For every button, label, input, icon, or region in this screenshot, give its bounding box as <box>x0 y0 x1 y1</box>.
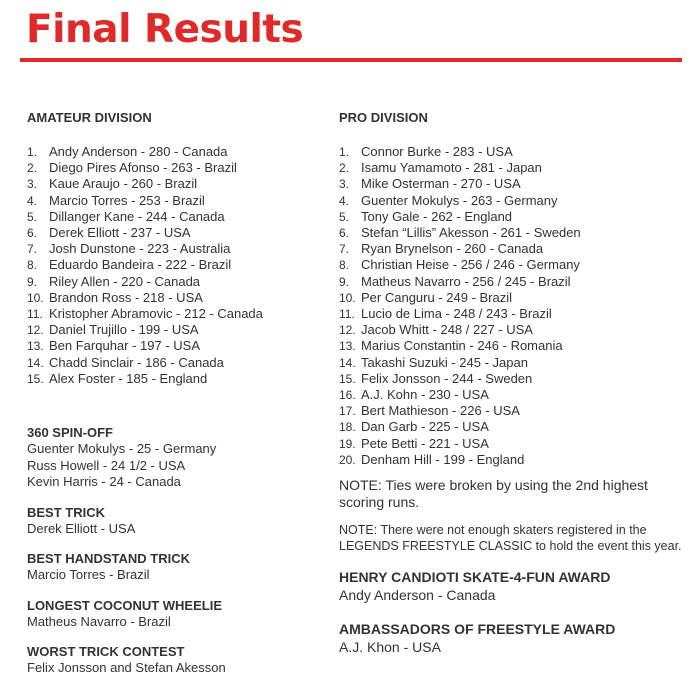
rank-number: 14. <box>339 355 356 370</box>
rank-number: 1. <box>339 145 350 159</box>
list-item <box>27 176 327 192</box>
rank-number: 15. <box>27 371 44 386</box>
list-item <box>339 436 684 452</box>
spinoff-heading: 360 SPIN-OFF <box>27 425 113 441</box>
result-text: Connor Burke - 283 - USA <box>361 144 513 159</box>
ambassadors-award-heading: AMBASSADORS OF FREESTYLE AWARD <box>339 621 616 638</box>
tie-break-note: NOTE: Ties were broken by using the 2nd highest scoring runs. <box>339 477 648 511</box>
rank-number: 15. <box>339 371 356 386</box>
worst-trick-section <box>27 644 327 677</box>
result-text: Felix Jonsson - 244 - Sweden <box>361 370 533 386</box>
result-text: Chadd Sinclair - 186 - Canada <box>49 354 224 370</box>
rank-number: 5. <box>27 209 38 224</box>
list-item <box>339 193 684 209</box>
left-column <box>27 110 327 677</box>
rank-number: 2. <box>27 161 38 176</box>
rank-number: 12. <box>339 323 356 338</box>
result-text: Kaue Araujo - 260 - Brazil <box>49 176 198 192</box>
rank-number: 13. <box>339 339 356 354</box>
result-text: Marius Constantin - 246 - Romania <box>361 338 563 354</box>
list-item <box>27 225 327 241</box>
list-item <box>339 144 684 160</box>
title-divider <box>20 58 682 62</box>
legends-note: NOTE: There were not enough skaters registered in the LEGENDS FREESTYLE CLASSIC to hold the event this year. <box>339 523 682 554</box>
list-item <box>339 209 684 225</box>
rank-number: 20. <box>339 452 356 467</box>
list-item <box>27 274 327 290</box>
worst-trick-heading: WORST TRICK CONTEST <box>27 644 185 660</box>
list-item <box>339 160 684 176</box>
rank-number: 19. <box>339 436 356 451</box>
rank-number: 11. <box>339 307 355 322</box>
list-item <box>27 144 327 160</box>
rank-number: 14. <box>27 355 44 370</box>
amateur-division-heading: AMATEUR DIVISION <box>27 110 152 125</box>
result-text: Bert Mathieson - 226 - USA <box>361 403 520 419</box>
ambassadors-award-winner: A.J. Khon - USA <box>339 639 441 656</box>
list-item <box>339 225 684 241</box>
list-item <box>27 290 327 306</box>
result-text: Ryan Brynelson - 260 - Canada <box>361 241 544 257</box>
rank-number: 7. <box>27 242 38 257</box>
result-text: Andy Anderson - 280 - Canada <box>49 144 228 159</box>
result-text: Marcio Torres - 253 - Brazil <box>49 192 205 208</box>
result-text: Christian Heise - 256 / 246 - Germany <box>361 257 580 273</box>
result-text: A.J. Kohn - 230 - USA <box>361 387 489 403</box>
result-text: Tony Gale - 262 - England <box>361 208 513 224</box>
best-trick-heading: BEST TRICK <box>27 504 105 520</box>
result-text: Dan Garb - 225 - USA <box>361 419 489 435</box>
list-item <box>339 241 684 257</box>
list-item <box>27 338 327 354</box>
rank-number: 4. <box>27 193 38 208</box>
list-item <box>339 355 684 371</box>
result-text: Stefan “Lillis” Akesson - 261 - Sweden <box>361 225 581 241</box>
result-text: Daniel Trujillo - 199 - USA <box>49 322 199 338</box>
rank-number: 9. <box>339 274 350 289</box>
result-text: Derek Elliott - 237 - USA <box>49 225 191 241</box>
result-text: Diego Pires Afonso - 263 - Brazil <box>49 160 237 176</box>
list-item <box>339 338 684 354</box>
rank-number: 16. <box>339 388 356 403</box>
rank-number: 6. <box>339 226 350 241</box>
rank-number: 12. <box>27 323 44 338</box>
result-text: Dillanger Kane - 244 - Canada <box>49 208 225 224</box>
list-item <box>339 274 684 290</box>
longest-coconut-winner: Matheus Navarro - Brazil <box>27 613 171 629</box>
result-text: Josh Dunstone - 223 - Australia <box>49 241 231 257</box>
spinoff-section <box>27 425 327 491</box>
result-text: Eduardo Bandeira - 222 - Brazil <box>49 257 232 273</box>
worst-trick-winner: Felix Jonsson and Stefan Akesson <box>27 660 226 676</box>
rank-number: 8. <box>27 258 38 273</box>
rank-number: 3. <box>339 177 350 192</box>
list-item <box>339 387 684 403</box>
result-text: Alex Foster - 185 - England <box>49 370 208 386</box>
spinoff-result: Guenter Mokulys - 25 - Germany <box>27 441 217 457</box>
list-item <box>339 452 684 468</box>
result-text: Guenter Mokulys - 263 - Germany <box>361 192 558 208</box>
spinoff-result: Russ Howell - 24 1/2 - USA <box>27 457 186 473</box>
list-item <box>27 193 327 209</box>
result-text: Riley Allen - 220 - Canada <box>49 273 201 289</box>
longest-coconut-heading: LONGEST COCONUT WHEELIE <box>27 597 222 613</box>
best-trick-winner: Derek Elliott - USA <box>27 520 136 536</box>
result-text: Kristopher Abramovic - 212 - Canada <box>49 306 263 322</box>
rank-number: 4. <box>339 193 350 208</box>
result-text: Per Canguru - 249 - Brazil <box>361 289 513 305</box>
list-item <box>339 257 684 273</box>
list-item <box>27 355 327 371</box>
list-item <box>339 306 684 322</box>
result-text: Denham Hill - 199 - England <box>361 451 525 467</box>
rank-number: 7. <box>339 242 350 257</box>
rank-number: 13. <box>27 339 44 354</box>
best-handstand-heading: BEST HANDSTAND TRICK <box>27 551 190 567</box>
amateur-results-list <box>27 144 327 387</box>
best-trick-section <box>27 505 327 538</box>
result-text: Jacob Whitt - 248 / 227 - USA <box>361 322 533 338</box>
rank-number: 3. <box>27 177 38 192</box>
result-text: Matheus Navarro - 256 / 245 - Brazil <box>361 273 571 289</box>
rank-number: 11. <box>27 307 43 322</box>
list-item <box>27 160 327 176</box>
result-text: Mike Osterman - 270 - USA <box>361 176 521 192</box>
result-text: Pete Betti - 221 - USA <box>361 435 489 451</box>
result-text: Lucio de Lima - 248 / 243 - Brazil <box>361 306 552 322</box>
list-item <box>339 403 684 419</box>
result-text: Takashi Suzuki - 245 - Japan <box>361 354 528 370</box>
list-item <box>339 290 684 306</box>
result-text: Brandon Ross - 218 - USA <box>49 289 203 305</box>
result-text: Isamu Yamamoto - 281 - Japan <box>361 160 542 176</box>
pro-division-heading: PRO DIVISION <box>339 110 428 125</box>
result-text: Ben Farquhar - 197 - USA <box>49 338 201 354</box>
rank-number: 2. <box>339 161 350 176</box>
list-item <box>27 241 327 257</box>
rank-number: 10. <box>339 290 356 305</box>
skate-4-fun-award-winner: Andy Anderson - Canada <box>339 587 496 604</box>
rank-number: 9. <box>27 274 38 289</box>
list-item <box>27 209 327 225</box>
pro-results-list <box>339 144 684 468</box>
rank-number: 5. <box>339 209 350 224</box>
list-item <box>27 322 327 338</box>
list-item <box>27 257 327 273</box>
list-item <box>27 306 327 322</box>
rank-number: 6. <box>27 226 38 241</box>
list-item <box>339 176 684 192</box>
best-handstand-section <box>27 551 327 584</box>
spinoff-result: Kevin Harris - 24 - Canada <box>27 474 181 490</box>
list-item <box>27 371 327 387</box>
best-handstand-winner: Marcio Torres - Brazil <box>27 567 150 583</box>
page-title: Final Results <box>26 7 304 52</box>
rank-number: 18. <box>339 420 356 435</box>
list-item <box>339 419 684 435</box>
list-item <box>339 322 684 338</box>
right-column <box>339 110 684 656</box>
list-item <box>339 371 684 387</box>
skate-4-fun-award-heading: HENRY CANDIOTI SKATE-4-FUN AWARD <box>339 569 611 586</box>
longest-coconut-section <box>27 598 327 631</box>
rank-number: 1. <box>27 145 38 159</box>
rank-number: 8. <box>339 258 350 273</box>
rank-number: 17. <box>339 404 356 419</box>
rank-number: 10. <box>27 290 44 305</box>
